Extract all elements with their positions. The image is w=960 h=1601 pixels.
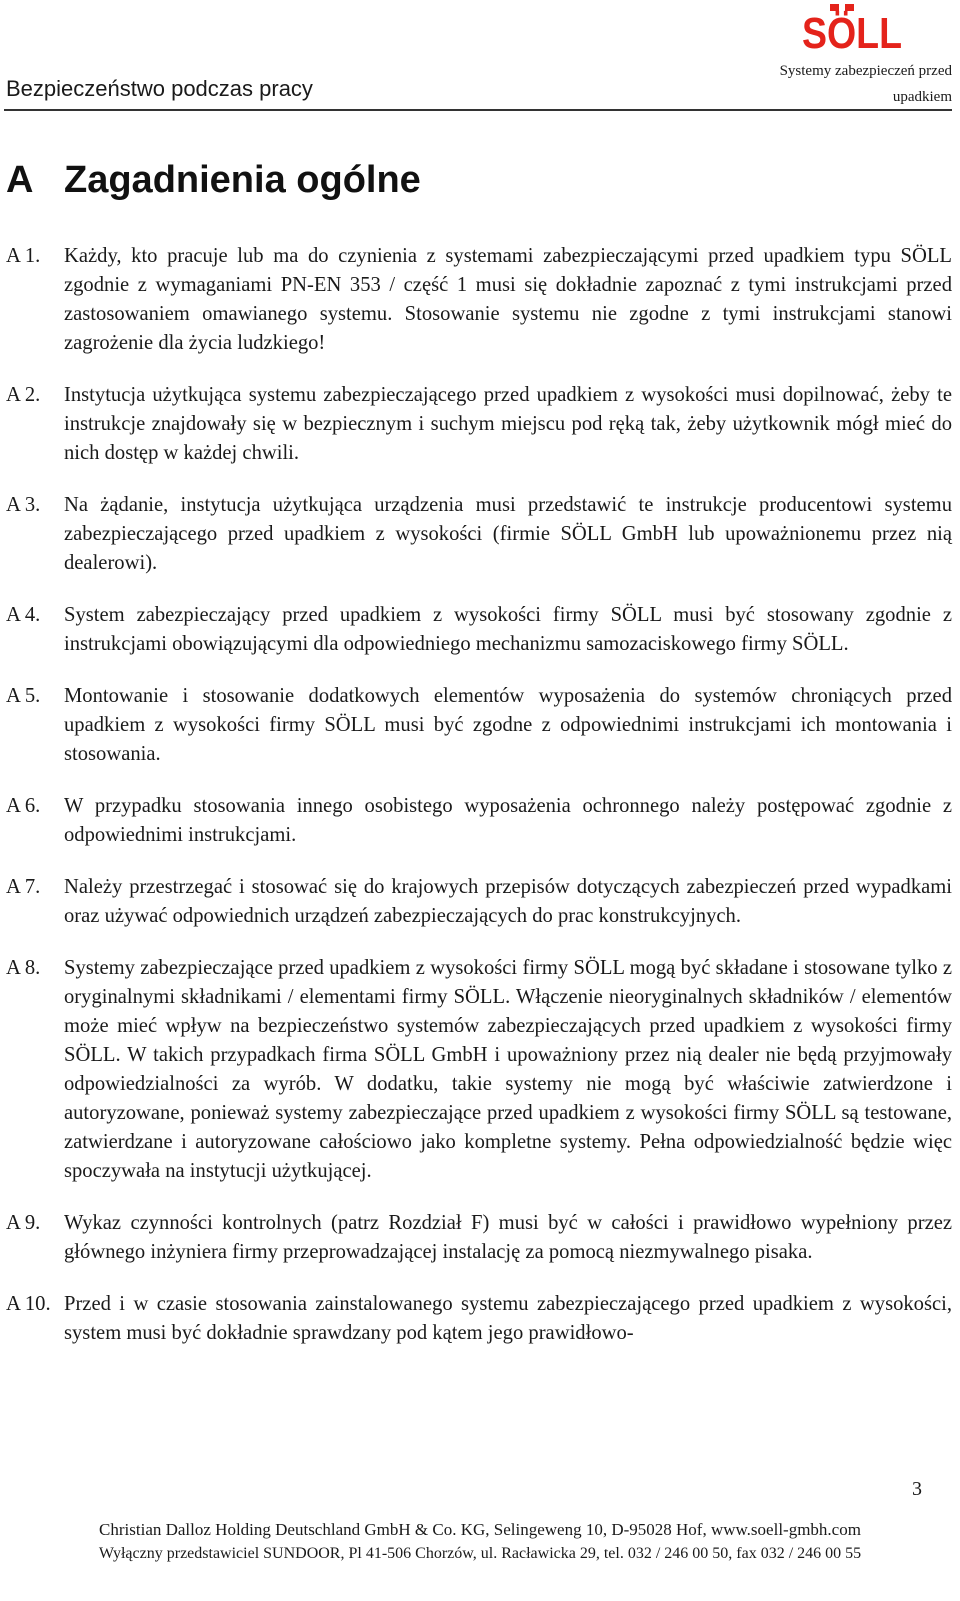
item-text: Montowanie i stosowanie dodatkowych elementów wyposażenia do systemów chroniących przed upadkiem z wysokości firmy SÖLL musi być zgodne z odpowiednimi instrukcjami ich montowania i stosowania.: [64, 685, 952, 765]
list-item: [6, 1209, 952, 1267]
list-item: [6, 873, 952, 931]
list-item: [6, 491, 952, 578]
tagline-line-2: upadkiem: [892, 89, 952, 105]
item-number: A 10.: [6, 1293, 51, 1315]
item-text: W przypadku stosowania innego osobistego wyposażenia ochronnego należy postępować zgodnie z odpowiednimi instrukcjami.: [64, 795, 952, 846]
header-divider: [4, 109, 952, 111]
item-text: Systemy zabezpieczające przed upadkiem z wysokości firmy SÖLL mogą być składane i stosowane tylko z oryginalnymi składnikami / elementami firmy SÖLL. Włączenie nieoryginalnych składników / elementów może mieć wpływ na bezpieczeństwo systemów zabezpieczających przed upadkiem z wysokości firmy SÖLL. W takich przypadkach firma SÖLL GmbH i upoważniony przez nią dealer nie będą przyjmowały odpowiedzialności za wyrób. W dodatku, takie systemy nie mogą być właściwie zatwierdzone i autoryzowane, ponieważ systemy zabezpieczające przed upadkiem z wysokości firmy SÖLL są testowane, zatwierdzane i autoryzowane całościowo jako kompletne systemy. Pełna odpowiedzialność będzie więc spoczywała na instytucji użytkującej.: [64, 957, 952, 1182]
logo-wordmark: SÖLL: [802, 9, 902, 58]
section-title-text: Zagadnienia ogólne: [64, 159, 421, 201]
item-number: A 4.: [6, 604, 41, 626]
footer-representative-line: Wyłączny przedstawiciel SUNDOOR, Pl 41-506 Chorzów, ul. Racławicka 29, tel. 032 / 246 00 50, fax 032 / 246 00 55: [98, 1545, 862, 1562]
list-item: [6, 1290, 952, 1348]
item-number: A 1.: [6, 245, 41, 267]
item-text: Należy przestrzegać i stosować się do krajowych przepisów dotyczących zabezpieczeń przed wypadkami oraz używać odpowiednich urządzeń zabezpieczających do prac konstrukcyjnych.: [64, 876, 952, 927]
footer: [0, 1518, 960, 1566]
tagline-line-1: Systemy zabezpieczeń przed: [779, 63, 952, 79]
page-number: 3: [912, 1478, 922, 1500]
item-number: A 9.: [6, 1212, 41, 1234]
header-tagline: [740, 58, 952, 110]
item-text: Wykaz czynności kontrolnych (patrz Rozdział F) musi być w całości i prawidłowo wypełniony przez głównego inżyniera firmy przeprowadzającej instalację za pomocą niezmywalnego pisaka.: [64, 1212, 952, 1263]
list-item: [6, 381, 952, 468]
item-text: Każdy, kto pracuje lub ma do czynienia z systemami zabezpieczającymi przed upadkiem typu SÖLL zgodnie z wymaganiami PN-EN 353 / część 1 musi się dokładnie zapoznać z tymi instrukcjami przed zastosowaniem omawianego systemu. Stosowanie systemu nie zgodne z tymi instrukcjami stanowi zagrożenie dla życia ludzkiego!: [64, 245, 952, 354]
instruction-list: [6, 242, 952, 1371]
item-text: Przed i w czasie stosowania zainstalowanego systemu zabezpieczającego przed upadkiem z wysokości, system musi być dokładnie sprawdzany pod kątem jego prawidłowo-: [64, 1293, 952, 1344]
soell-logo: [800, 2, 904, 58]
item-number: A 2.: [6, 384, 41, 406]
header-title: Bezpieczeństwo podczas pracy: [6, 76, 313, 101]
list-item: [6, 954, 952, 1186]
item-number: A 8.: [6, 957, 41, 979]
list-item: [6, 682, 952, 769]
item-number: A 3.: [6, 494, 41, 516]
item-text: System zabezpieczający przed upadkiem z wysokości firmy SÖLL musi być stosowany zgodnie z instrukcjami obowiązującymi dla odpowiedniego mechanizmu samozaciskowego firmy SÖLL.: [64, 604, 952, 655]
list-item: [6, 242, 952, 358]
list-item: [6, 601, 952, 659]
item-number: A 5.: [6, 685, 41, 707]
footer-company-line: Christian Dalloz Holding Deutschland GmbH & Co. KG, Selingeweng 10, D-95028 Hof, www.soell-gmbh.com: [99, 1520, 861, 1539]
item-text: Na żądanie, instytucja użytkująca urządzenia musi przedstawić te instrukcje producentowi systemu zabezpieczającego przed upadkiem z wysokości (firmie SÖLL GmbH lub upoważnionemu przez nią dealerowi).: [64, 494, 952, 574]
item-number: A 6.: [6, 795, 41, 817]
item-number: A 7.: [6, 876, 41, 898]
list-item: [6, 792, 952, 850]
item-text: Instytucja użytkująca systemu zabezpieczającego przed upadkiem z wysokości musi dopilnować, żeby te instrukcje znajdowały się w bezpiecznym i suchym miejscu pod ręką tak, żeby użytkownik mógł mieć do nich dostęp w każdej chwili.: [64, 384, 952, 464]
section-heading: [6, 155, 421, 205]
section-letter: A: [6, 159, 34, 201]
